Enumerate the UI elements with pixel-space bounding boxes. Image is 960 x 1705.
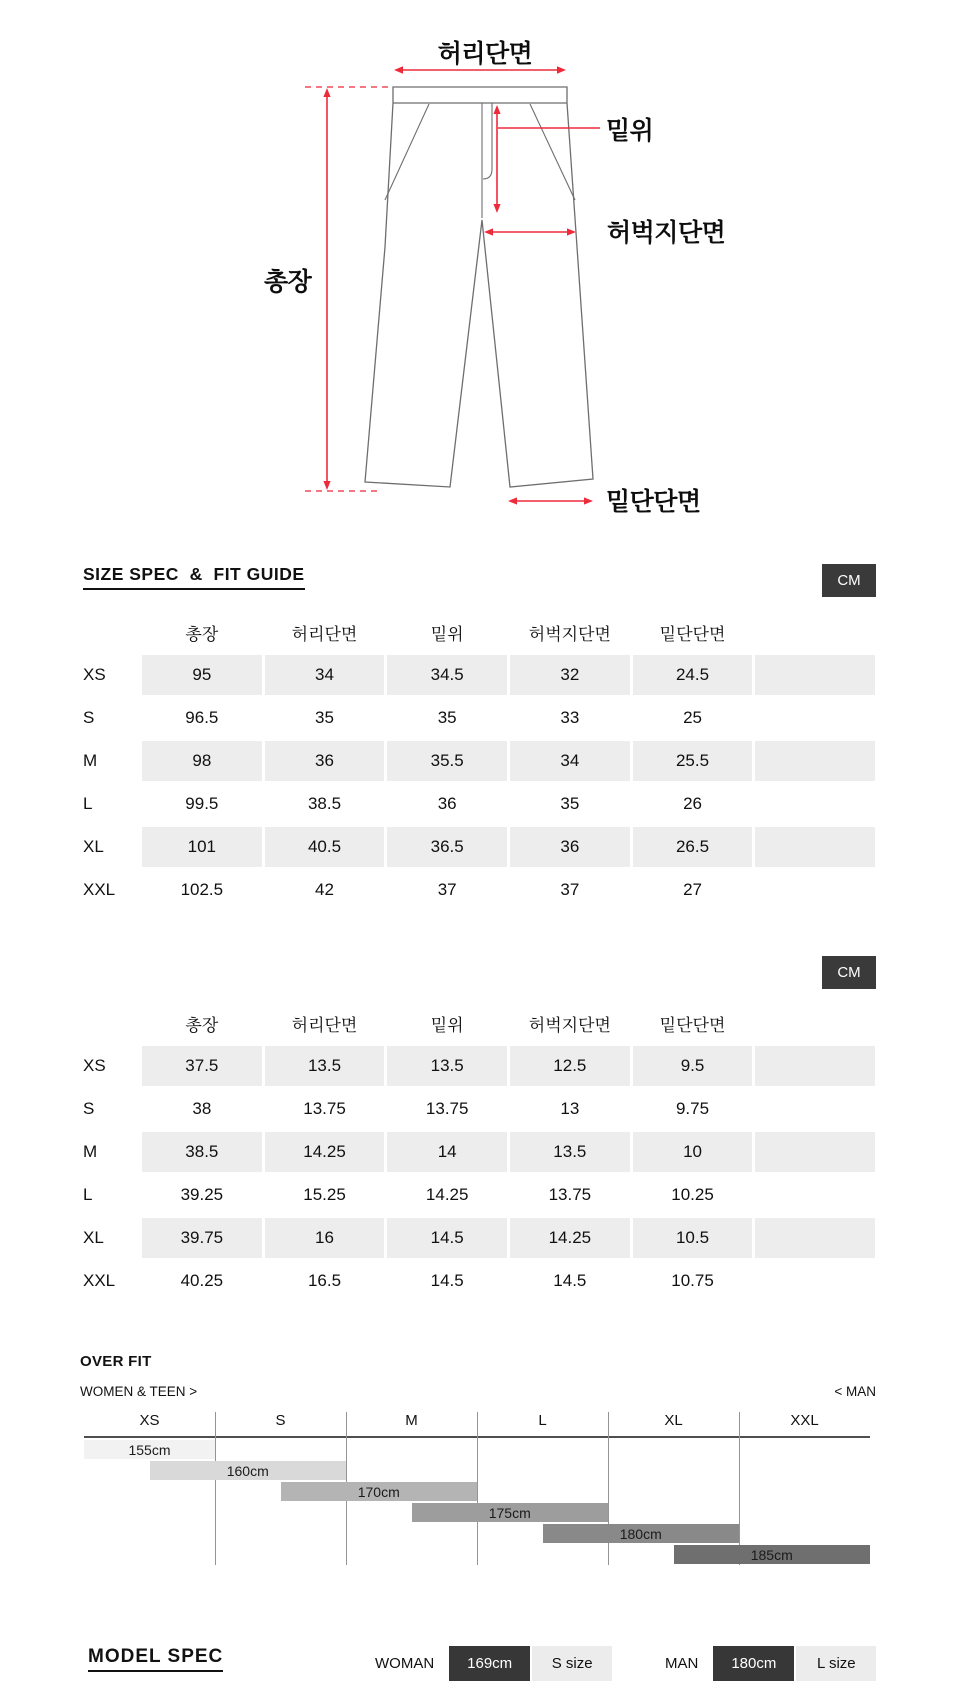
size-value-cell: 9.5 [633, 1046, 753, 1086]
row-empty-cell [755, 1089, 875, 1129]
size-value-cell: 38.5 [307, 794, 342, 813]
row-size-label: XS [83, 665, 106, 684]
fit-chart [84, 1410, 870, 1568]
row-empty-cell [755, 1175, 875, 1215]
fit-chart-divider [739, 1412, 740, 1565]
unit-badge-cm-table2: CM [822, 956, 876, 989]
size-value-cell: 37 [560, 880, 580, 899]
row-size-label: L [83, 794, 93, 813]
size-value-cell: 27 [683, 880, 702, 899]
size-value-cell: 24.5 [633, 655, 753, 695]
size-value-cell: 40.5 [265, 827, 385, 867]
size-value-cell: 101 [142, 827, 262, 867]
size-value-cell: 98 [142, 741, 262, 781]
size-value-cell: 13.75 [548, 1185, 592, 1204]
woman-height-badge: 169cm [449, 1646, 530, 1681]
size-value-cell: 13.5 [510, 1132, 630, 1172]
size-value-cell: 13.5 [265, 1046, 385, 1086]
size-value-cell: 35.5 [387, 741, 507, 781]
label-rise: 밑위 [606, 117, 654, 145]
table-row [83, 1175, 875, 1215]
row-size-label: XS [83, 1056, 106, 1075]
row-size-label: M [83, 751, 98, 770]
model-spec-woman [375, 1646, 612, 1681]
man-label: < MAN [834, 1384, 876, 1399]
size-value-cell: 10.25 [671, 1185, 714, 1204]
size-table-inch [83, 1003, 875, 1304]
model-spec-man [665, 1646, 876, 1681]
label-hem-width: 밑단단면 [606, 488, 701, 516]
row-empty-cell [755, 655, 875, 695]
fit-chart-size-xs: XS [139, 1412, 160, 1429]
label-thigh-width: 허벅지단면 [607, 219, 726, 247]
fit-chart-size-m: M [405, 1412, 418, 1429]
size-value-cell: 14 [387, 1132, 507, 1172]
size-value-cell: 10.75 [671, 1271, 714, 1290]
size-value-cell: 32 [510, 655, 630, 695]
over-fit-heading: OVER FIT [80, 1353, 152, 1370]
women-teen-label: WOMEN & TEEN > [80, 1384, 198, 1399]
fit-chart-divider [477, 1412, 478, 1565]
fit-chart-size-l: L [538, 1412, 547, 1429]
table-row [83, 1132, 875, 1172]
table-row [83, 1046, 875, 1086]
size-value-cell: 14.25 [265, 1132, 385, 1172]
size-value-cell: 34 [510, 741, 630, 781]
size-value-cell: 42 [315, 880, 334, 899]
fit-bar-185cm: 185cm [674, 1545, 871, 1564]
size-value-cell: 16 [265, 1218, 385, 1258]
size-value-cell: 35 [560, 794, 580, 813]
size-value-cell: 25 [683, 708, 702, 727]
size-value-cell: 38 [192, 1099, 212, 1118]
size-value-cell: 37.5 [142, 1046, 262, 1086]
column-header-spacer [755, 612, 875, 652]
fit-chart-size-s: S [275, 1412, 286, 1429]
row-empty-cell [755, 827, 875, 867]
size-value-cell: 95 [142, 655, 262, 695]
size-value-cell: 35 [437, 708, 457, 727]
woman-size-badge: S size [532, 1646, 612, 1681]
size-value-cell: 9.75 [675, 1099, 710, 1118]
table-row [83, 870, 875, 910]
size-value-cell: 14.5 [387, 1218, 507, 1258]
model-spec-heading: MODEL SPEC [88, 1646, 223, 1672]
row-size-label: M [83, 1142, 98, 1161]
size-value-cell: 26 [683, 794, 702, 813]
table-header-row [83, 612, 875, 652]
header-size-spacer [83, 1003, 142, 1043]
size-value-cell: 13.5 [387, 1046, 507, 1086]
size-value-cell: 15.25 [303, 1185, 346, 1204]
size-value-cell: 13 [560, 1099, 580, 1118]
size-value-cell: 12.5 [510, 1046, 630, 1086]
man-size-badge: L size [796, 1646, 876, 1681]
size-value-cell: 10 [633, 1132, 753, 1172]
size-value-cell: 13.75 [425, 1099, 469, 1118]
size-value-cell: 99.5 [185, 794, 219, 813]
pants-outline [365, 87, 593, 487]
size-value-cell: 38.5 [142, 1132, 262, 1172]
row-size-label: L [83, 1185, 93, 1204]
table-row [83, 784, 875, 824]
man-label: MAN [665, 1655, 699, 1672]
table-row [83, 1218, 875, 1258]
size-table-cm [83, 612, 875, 913]
size-value-cell: 34.5 [387, 655, 507, 695]
fit-bar-175cm: 175cm [412, 1503, 609, 1522]
over-fit-subrow [80, 1384, 876, 1399]
table-row [83, 655, 875, 695]
column-header: 밑위 [430, 1015, 464, 1035]
size-value-cell: 25.5 [633, 741, 753, 781]
fit-chart-size-xxl: XXL [790, 1412, 819, 1429]
size-value-cell: 39.75 [142, 1218, 262, 1258]
fit-chart-divider [215, 1412, 216, 1565]
header-size-spacer [83, 612, 142, 652]
row-size-label: S [83, 708, 95, 727]
pants-diagram-svg [0, 0, 960, 530]
row-size-label: XXL [83, 880, 116, 899]
size-value-cell: 13.75 [303, 1099, 346, 1118]
size-value-cell: 36 [265, 741, 385, 781]
size-value-cell: 10.5 [633, 1218, 753, 1258]
fit-bar-180cm: 180cm [543, 1524, 740, 1543]
fit-bar-160cm: 160cm [150, 1461, 347, 1480]
table-row [83, 1089, 875, 1129]
size-value-cell: 14.25 [510, 1218, 630, 1258]
row-empty-cell [755, 1046, 875, 1086]
column-header: 총장 [185, 1015, 219, 1035]
row-size-label: XL [83, 1228, 104, 1247]
column-header: 밑위 [430, 624, 464, 644]
row-empty-cell [755, 1132, 875, 1172]
man-height-badge: 180cm [713, 1646, 794, 1681]
column-header: 허리단면 [291, 624, 358, 644]
column-header-spacer [755, 1003, 875, 1043]
column-header: 허벅지단면 [528, 1015, 611, 1035]
row-empty-cell [755, 784, 875, 824]
size-value-cell: 36 [437, 794, 457, 813]
column-header: 밑단단면 [659, 624, 726, 644]
fit-bar-170cm: 170cm [281, 1482, 478, 1501]
size-value-cell: 36 [510, 827, 630, 867]
size-value-cell: 14.25 [425, 1185, 469, 1204]
table-row [83, 741, 875, 781]
size-value-cell: 39.25 [180, 1185, 224, 1204]
table-row [83, 1261, 875, 1301]
row-size-label: XXL [83, 1271, 116, 1290]
row-empty-cell [755, 1261, 875, 1301]
table-row [83, 827, 875, 867]
label-waist-width: 허리단면 [437, 40, 533, 68]
row-size-label: S [83, 1099, 95, 1118]
row-empty-cell [755, 1218, 875, 1258]
size-value-cell: 36.5 [387, 827, 507, 867]
row-empty-cell [755, 870, 875, 910]
fit-bar-155cm: 155cm [84, 1440, 215, 1459]
size-value-cell: 96.5 [185, 708, 219, 727]
size-value-cell: 26.5 [633, 827, 753, 867]
unit-badge-cm-table1: CM [822, 564, 876, 597]
size-value-cell: 33 [560, 708, 580, 727]
size-value-cell: 40.25 [180, 1271, 224, 1290]
table-header-row [83, 1003, 875, 1043]
woman-label: WOMAN [375, 1655, 435, 1672]
row-size-label: XL [83, 837, 104, 856]
size-value-cell: 37 [437, 880, 457, 899]
fit-chart-size-xl: XL [664, 1412, 683, 1429]
label-total-length: 총장 [264, 268, 312, 296]
size-value-cell: 14.5 [553, 1271, 587, 1290]
row-empty-cell [755, 698, 875, 738]
size-spec-heading: SIZE SPEC & FIT GUIDE [83, 564, 305, 590]
size-value-cell: 16.5 [307, 1271, 342, 1290]
row-empty-cell [755, 741, 875, 781]
size-value-cell: 14.5 [430, 1271, 464, 1290]
column-header: 허리단면 [291, 1015, 358, 1035]
column-header: 총장 [185, 624, 219, 644]
size-value-cell: 102.5 [180, 880, 224, 899]
table-row [83, 698, 875, 738]
column-header: 허벅지단면 [528, 624, 611, 644]
column-header: 밑단단면 [659, 1015, 726, 1035]
size-value-cell: 34 [265, 655, 385, 695]
size-value-cell: 35 [315, 708, 334, 727]
